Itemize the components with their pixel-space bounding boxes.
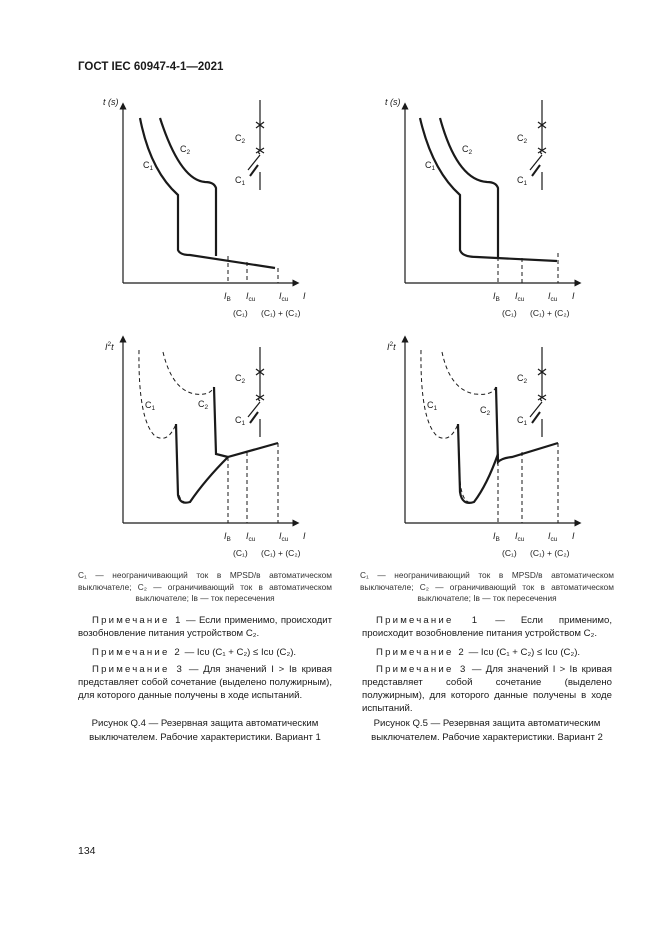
svg-text:C1: $C_1$: [235, 415, 246, 427]
svg-text:C1: $C_1$: [425, 160, 436, 172]
fig-q5-time-current-chart: [385, 97, 578, 318]
svg-text:C1: $C_1$: [517, 175, 528, 187]
fig-q4-time-current-chart: [103, 97, 306, 318]
svg-text:I2t: $I^2t$: [387, 341, 396, 352]
note1-left: Примечание 1 — Если применимо, происходит возобновление питания устройством C₂.: [78, 615, 333, 639]
svg-text:C2: $C_2$: [517, 133, 528, 145]
t-axis-label: t (s): [103, 97, 119, 107]
svg-text:C2: $C_2$: [235, 373, 246, 385]
curve-c1: [140, 118, 275, 268]
note1-right: Примечание 1 — Если применимо, происходит возобновление питания устройством C₂.: [362, 615, 612, 639]
figure-caption-q5: Рисунок Q.5 — Резервная защита автоматическим выключателем. Рабочие характеристики. Вариант 2: [371, 718, 603, 743]
figures-canvas: $I_B$ $I_{cu}$ $I_{cu}$ I (C₁) (C₁) + (C₂) t (s) $C_1$ $C_2$ $C_2$ $C_1$ t (s) $C_1$ $C_2$ $C_2$ $C_1$ $I^2t$ $C_1$ $C_2$ $C_2$ $C_1$ $I^2t$ $C_1$ $C_2$ $C_2$ $C_1$: [0, 0, 661, 600]
legend-right: C₁ — неограничивающий ток в MPSD/в автоматическом выключателе; C₂ — ограничивающий ток в автоматическом выключателе; Iʙ — ток пересечения: [360, 570, 614, 603]
curve-c2: [160, 118, 216, 256]
figure-caption-q4: Рисунок Q.4 — Резервная защита автоматическим выключателем. Рабочие характеристики. Вариант 1: [89, 718, 321, 743]
note2-left: Примечание 2 — Iᴄᴜ (C₁ + C₂) ≤ Iᴄᴜ (C₂).: [92, 647, 297, 658]
i2t-axis-label: $I^2t$: [105, 341, 114, 352]
c1-label: $C_1$: [143, 160, 154, 172]
svg-text:t (s): t (s): [385, 97, 401, 107]
svg-text:C1: $C_1$: [235, 175, 246, 187]
svg-text:C1: $C_1$: [145, 400, 156, 412]
svg-text:C1: $C_1$: [517, 415, 528, 427]
svg-text:C1: $C_1$: [427, 400, 438, 412]
document-header: ГОСТ IEC 60947-4-1—2021: [78, 61, 224, 73]
svg-text:C2: $C_2$: [517, 373, 528, 385]
svg-text:C2: $C_2$: [480, 405, 491, 417]
c2-label: $C_2$: [180, 144, 191, 156]
fig-q5-i2t-chart: [387, 339, 578, 558]
legend-left: C₁ — неограничивающий ток в MPSD/в автоматическом выключателе; C₂ — ограничивающий ток в автоматическом выключателе; Iʙ — ток пересечения: [78, 570, 332, 603]
note3-left: Примечание 3 — Для значений I > Iʙ кривая представляет собой сочетание (выделено полужирным), для которого данные получены в ходе испытаний.: [78, 664, 332, 701]
page-number: 134: [78, 845, 96, 857]
fig-q4-i2t-chart: [105, 339, 306, 558]
breaker-symbol: [248, 100, 264, 190]
svg-text:C2: $C_2$: [235, 133, 246, 145]
svg-text:C2: $C_2$: [462, 144, 473, 156]
note3-right: Примечание 3 — Для значений I > Iʙ кривая представляет собой сочетание (выделено полужирным), для которого данные получены в ходе испытаний.: [362, 664, 612, 714]
note2-right: Примечание 2 — Iᴄᴜ (C₁ + C₂) ≤ Iᴄᴜ (C₂).: [376, 647, 581, 658]
svg-text:C2: $C_2$: [198, 399, 209, 411]
